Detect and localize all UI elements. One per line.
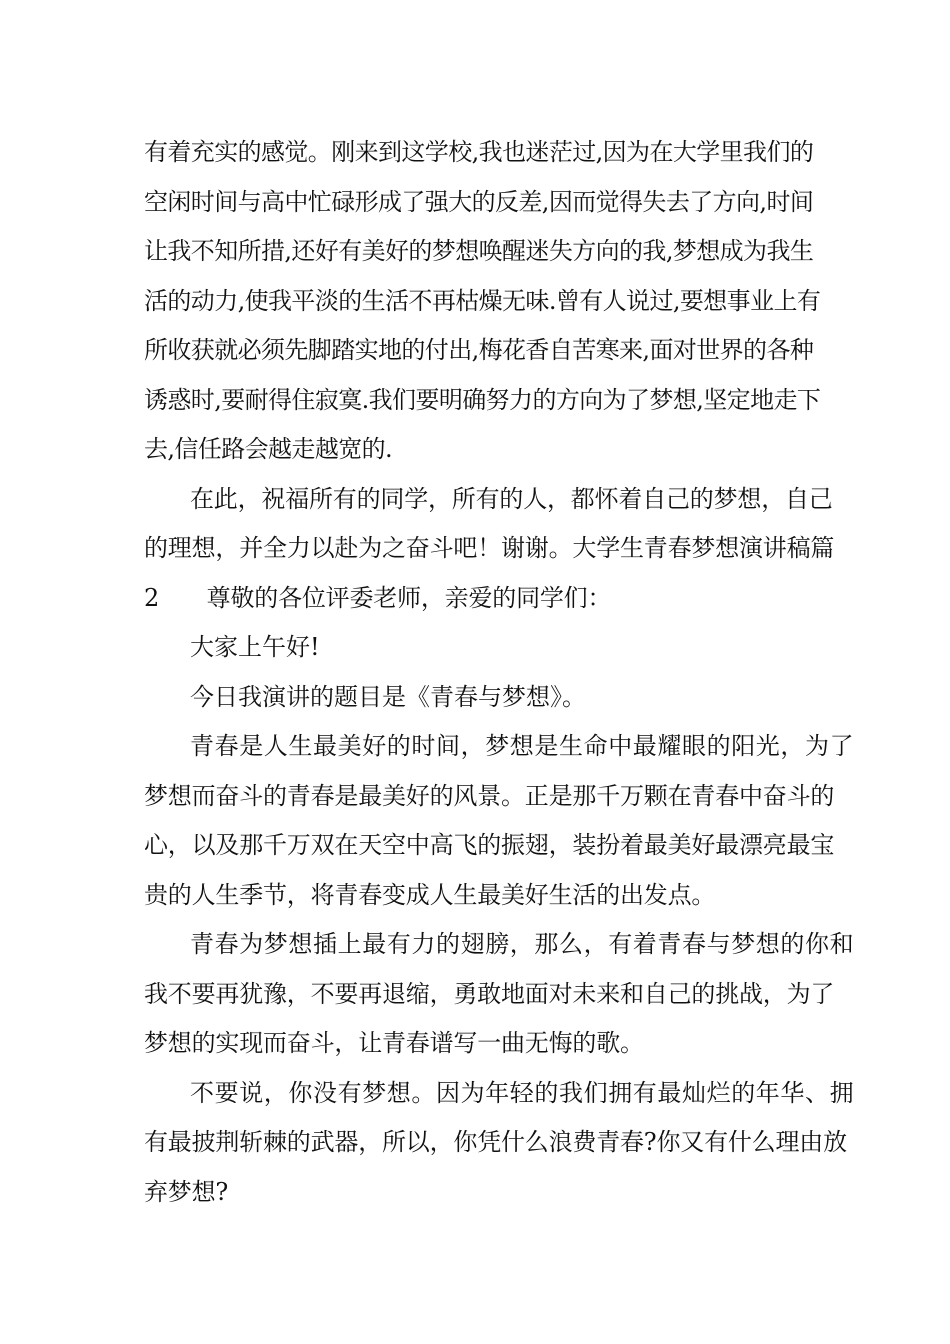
- greeting-line: 大家上午好!: [190, 633, 320, 661]
- paragraph-first-line: 青春为梦想插上最有力的翅膀，那么，有着青春与梦想的你和: [190, 930, 855, 958]
- text-line: 梦想而奋斗的青春是最美好的风景。正是那千万颗在青春中奋斗的: [144, 782, 835, 810]
- text-line: 梦想的实现而奋斗，让青春谱写一曲无悔的歌。: [144, 1029, 644, 1057]
- text-line: 贵的人生季节，将青春变成人生最美好生活的出发点。: [144, 881, 716, 909]
- text-line: 去,信任路会越走越宽的.: [144, 435, 393, 463]
- text-line: 弃梦想?: [144, 1178, 229, 1206]
- speech-title-line: 今日我演讲的题目是《青春与梦想》。: [190, 683, 586, 711]
- paragraph-first-line: 青春是人生最美好的时间，梦想是生命中最耀眼的阳光，为了: [190, 732, 855, 760]
- paragraph-first-line: 不要说，你没有梦想。因为年轻的我们拥有最灿烂的年华、拥: [190, 1079, 855, 1107]
- text-line: 活的动力,使我平淡的生活不再枯燥无味.曾有人说过,要想事业上有: [144, 287, 821, 315]
- text-line: 诱惑时,要耐得住寂寞.我们要明确努力的方向为了梦想,坚定地走下: [144, 386, 821, 414]
- text-line: 空闲时间与高中忙碌形成了强大的反差,因而觉得失去了方向,时间: [144, 188, 814, 216]
- text-line: 的理想，并全力以赴为之奋斗吧！谢谢。大学生青春梦想演讲稿篇: [144, 534, 835, 562]
- text-line: 有着充实的感觉。刚来到这学校,我也迷茫过,因为在大学里我们的: [144, 138, 814, 166]
- text-line: 2 尊敬的各位评委老师，亲爱的同学们：: [144, 584, 612, 612]
- paragraph-first-line: 在此，祝福所有的同学，所有的人，都怀着自己的梦想，自己: [190, 485, 833, 513]
- text-line: 有最披荆斩棘的武器，所以，你凭什么浪费青春?你又有什么理由放: [144, 1128, 847, 1156]
- text-line: 所收获就必须先脚踏实地的付出,梅花香自苦寒来,面对世界的各种: [144, 336, 814, 364]
- text-line: 心，以及那千万双在天空中高飞的振翅，装扮着最美好最漂亮最宝: [144, 831, 835, 859]
- text-line: 让我不知所措,还好有美好的梦想唤醒迷失方向的我,梦想成为我生: [144, 237, 814, 265]
- text-line: 我不要再犹豫，不要再退缩，勇敢地面对未来和自己的挑战，为了: [144, 980, 835, 1008]
